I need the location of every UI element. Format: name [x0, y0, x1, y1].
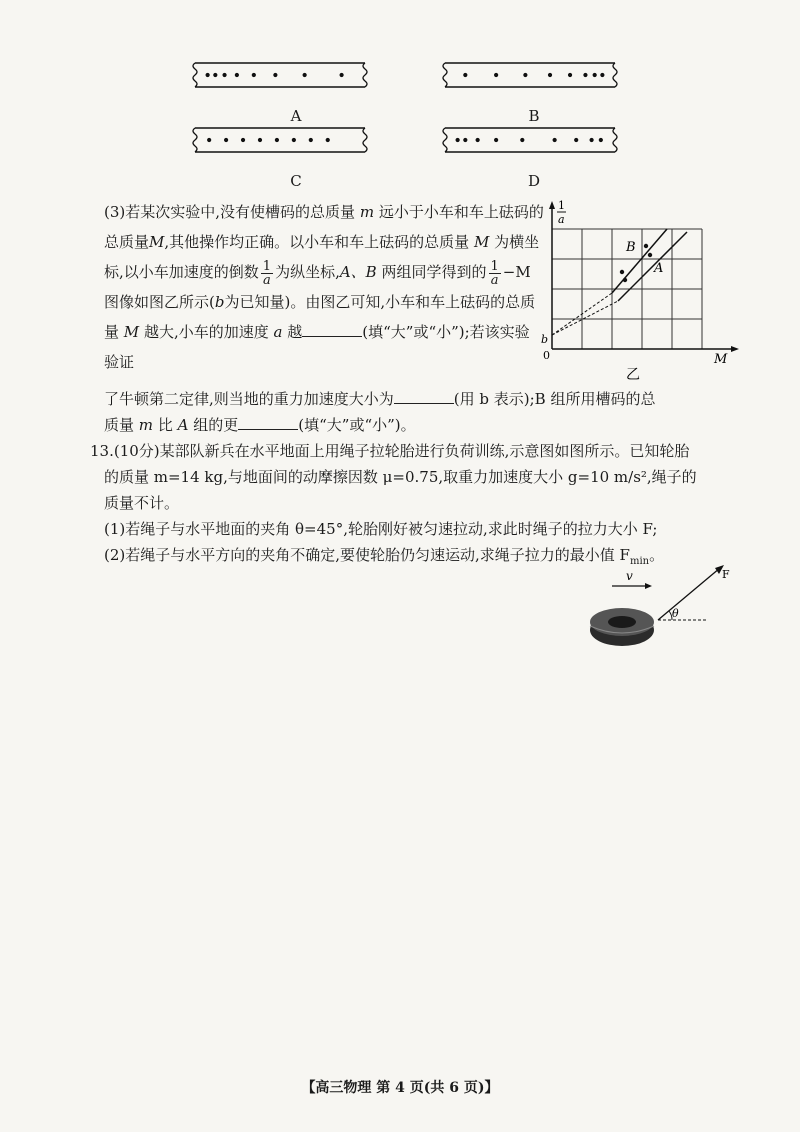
tape-label-d: D — [527, 172, 541, 190]
tape-dot — [583, 73, 587, 77]
line-a-dashed — [552, 301, 618, 335]
graph-caption: 乙 — [626, 367, 640, 380]
tape-c — [193, 128, 367, 152]
tape-torn-right — [613, 63, 617, 87]
tape-figures — [0, 0, 800, 200]
tape-a — [193, 63, 367, 87]
line-a-label: A — [654, 261, 664, 276]
tape-dot — [523, 73, 527, 77]
tape-label-a: A — [290, 107, 302, 125]
tape-d — [443, 128, 617, 152]
tape-torn-left — [443, 63, 447, 87]
origin-label: 0 — [543, 349, 550, 362]
tape-dot — [600, 73, 604, 77]
answer-blank-2[interactable] — [394, 389, 454, 404]
question-3-text: (3)若某次实验中,没有使槽码的总质量 m 远小于小车和车上砝码的总质量M,其他操作均正确。以小车和车上砝码的总质量 M 为横坐标,以小车加速度的倒数 $\frac{1}{a}$ 为纵坐标,A、B 两组同学得到的 $\frac{1}{a}$ −M 图像如图乙所示(b为已知量)。由图乙可知,小车和车上砝码的总质量 M 越大,小车的加速度 a 越 (填“大”或“小”);若该实验验证 — [104, 203, 544, 371]
tape-dot — [476, 138, 480, 142]
tape-torn-right — [363, 128, 367, 152]
y-axis-label-num: 1 — [558, 199, 565, 212]
q13-sub-1: (1)若绳子与水平地面的夹角 θ=45°,轮胎刚好被匀速拉动,求此时绳子的拉力大小 F; — [104, 520, 658, 538]
tape-b — [443, 63, 617, 87]
point-a-1 — [623, 278, 627, 282]
tape-dot — [224, 138, 228, 142]
question-3-line-2: 了牛顿第二定律,则当地的重力加速度大小为 (用 b 表示);B 组所用槽码的总 — [104, 390, 656, 408]
force-label: F — [722, 568, 730, 581]
q13-head: 13.(10分)某部队新兵在水平地面上用绳子拉轮胎进行负荷训练,示意图如图所示。已知轮胎 — [90, 442, 690, 460]
rope-force-arrow — [658, 568, 720, 620]
page-footer: 【高三物理 第 4 页(共 6 页)】 — [301, 1080, 499, 1096]
tape-label-c: C — [290, 172, 302, 190]
tape-dot — [222, 73, 226, 77]
fraction-1-over-a: $\frac{1}{a}$ — [262, 258, 272, 288]
question-13 — [90, 438, 750, 575]
q13-sub-2: (2)若绳子与水平方向的夹角不确定,要使轮胎仍匀速运动,求绳子拉力的最小值 $F_{min}$。 — [104, 546, 665, 567]
tire-figure — [580, 560, 740, 660]
point-a-2 — [648, 253, 652, 257]
tape-torn-right — [363, 63, 367, 87]
tape-dot — [574, 138, 578, 142]
q13-line-2: 的质量 m=14 kg,与地面间的动摩擦因数 μ=0.75,取重力加速度大小 g=10 m/s²,绳子的 — [104, 468, 697, 486]
tape-dot — [275, 138, 279, 142]
tape-torn-left — [193, 128, 197, 152]
tape-dot — [463, 73, 467, 77]
fraction-1-over-a-2: $\frac{1}{a}$ — [490, 258, 499, 288]
tape-dot — [520, 138, 524, 142]
tape-dot — [568, 73, 572, 77]
tape-dot — [456, 138, 460, 142]
tape-dot — [273, 73, 277, 77]
line-b-label: B — [626, 240, 636, 255]
x-axis-label: M — [714, 352, 728, 367]
intercept-b-label: b — [541, 333, 549, 346]
tape-dot — [326, 138, 330, 142]
answer-blank-1[interactable] — [302, 322, 362, 337]
tape-dot — [258, 138, 262, 142]
tape-dot — [252, 73, 256, 77]
y-axis-label-den: a — [558, 213, 565, 226]
tape-dot — [463, 138, 467, 142]
tape-label-b: B — [528, 107, 540, 125]
tape-dot — [553, 138, 557, 142]
tape-dot — [590, 138, 594, 142]
tape-dot — [599, 138, 603, 142]
q13-line-3: 质量不计。 — [104, 494, 180, 512]
tape-dot — [593, 73, 597, 77]
point-b-2 — [644, 244, 648, 248]
y-axis-arrow — [549, 201, 555, 209]
tape-torn-left — [443, 128, 447, 152]
question-3-line-3: 质量 m 比 A 组的更 (填“大”或“小”)。 — [104, 416, 416, 434]
tape-torn-left — [193, 63, 197, 87]
tape-dot — [303, 73, 307, 77]
tape-dot — [241, 138, 245, 142]
theta-label: θ — [672, 607, 679, 620]
tape-dot — [309, 138, 313, 142]
answer-blank-3[interactable] — [238, 415, 298, 430]
velocity-label: v — [626, 569, 633, 583]
point-b-1 — [620, 270, 624, 274]
tape-dot — [494, 138, 498, 142]
tape-dot — [548, 73, 552, 77]
tape-dot — [494, 73, 498, 77]
tape-dot — [206, 73, 210, 77]
tape-dot — [340, 73, 344, 77]
tape-dot — [235, 73, 239, 77]
tape-dot — [292, 138, 296, 142]
tape-dot — [207, 138, 211, 142]
graph-yi — [530, 195, 760, 380]
x-axis-arrow — [731, 346, 739, 352]
tape-torn-right — [613, 128, 617, 152]
tape-dot — [213, 73, 217, 77]
